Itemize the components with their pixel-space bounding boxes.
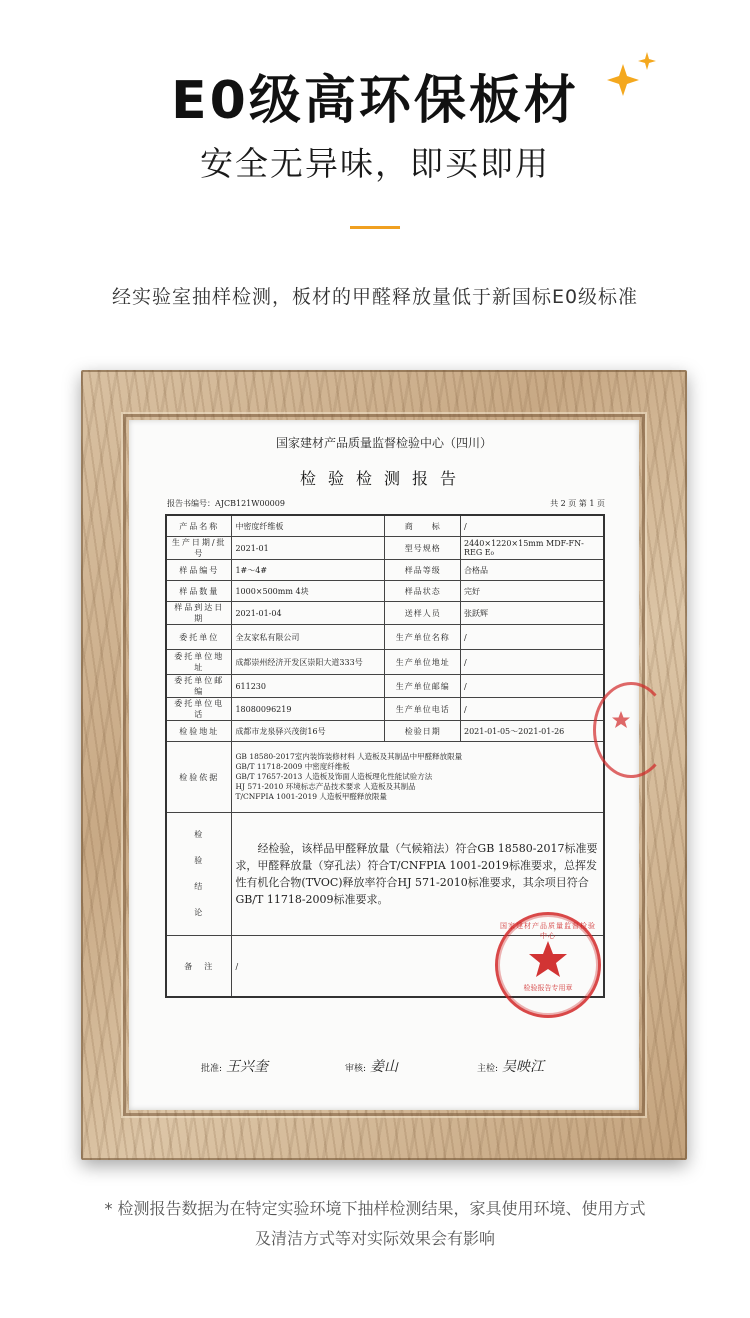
row-label-1: 委托单位邮编 [166,675,232,698]
row-value-1: 2021-01-04 [232,602,385,625]
review-label: 审核: [345,1064,367,1074]
row-label-2: 样品等级 [385,560,461,581]
edge-stamp [593,682,669,778]
row-label-1: 样品编号 [166,560,232,581]
basis-content [232,742,604,813]
row-label-2: 生产单位电话 [385,698,461,721]
basis-line: GB 18580-2017室内装饰装修材料 人造板及其制品中甲醛释放限量 [235,752,463,761]
main-sig: 吴映江 [502,1059,545,1075]
table-row [166,560,604,581]
conclusion-label [166,813,232,936]
table-row [166,698,604,721]
basis-row [166,742,604,813]
row-value-2: / [461,675,605,698]
official-stamp [495,912,601,1018]
main-inspector-signature [477,1056,544,1076]
table-row [166,625,604,650]
remark-label: 备 注 [166,936,232,998]
basis-line: T/CNFPIA 1001-2019 人造板甲醛释放限量 [235,792,387,801]
row-value-2: / [461,625,605,650]
row-value-1: 成都市龙泉驿兴茂街16号 [232,721,385,742]
table-row [166,602,604,625]
row-value-1: 2021-01 [232,537,385,560]
remark-value: / [232,936,604,998]
row-value-2: 合格品 [461,560,605,581]
row-label-2: 生产单位名称 [385,625,461,650]
hero-subtitle: 安全无异味，即买即用 [200,144,550,183]
footnote [0,1194,750,1254]
stamp-seal-text: 检验报告专用章 [523,984,573,992]
row-value-2: / [461,650,605,675]
table-row [166,721,604,742]
basis-label: 检验依据 [166,742,232,813]
row-label-2: 样品状态 [385,581,461,602]
conclusion-label-char: 论 [194,908,205,917]
row-value-2: 2440×1220×15mm MDF-FN-REG E₀ [461,537,605,560]
row-value-1: 611230 [232,675,385,698]
stamp-star-icon [528,939,568,979]
approve-label: 批准: [201,1064,223,1074]
row-label-1: 委托单位地址 [166,650,232,675]
row-label-2: 商 标 [385,515,461,537]
row-label-2: 生产单位地址 [385,650,461,675]
report-number: 报告书编号：AJCB121W00009 [167,499,285,508]
row-label-2: 型号规格 [385,537,461,560]
accent-divider [350,226,400,229]
approve-sig: 王兴奎 [226,1059,269,1075]
main-label: 主检: [477,1064,499,1074]
conclusion-text: 经检验，该样品甲醛释放量（气候箱法）符合GB 18580-2017标准要求，甲醛释放量（穿孔法）符合T/CNFPIA 1001-2019标准要求，总挥发性有机化合物(TVOC)释放率符合HJ 571-2010标准要求，其余项目符合GB/T 11718-2009标准要求。 [235,842,598,906]
row-label-1: 委托单位 [166,625,232,650]
edge-stamp-star-icon [611,710,631,730]
conclusion-label-char: 验 [194,856,205,865]
footnote-line: * 检测报告数据为在特定实验环境下抽样检测结果，家具使用环境、使用方式 [104,1199,646,1218]
basis-line: HJ 571-2010 环境标志产品技术要求 人造板及其制品 [235,782,416,791]
row-value-1: 成都崇州经济开发区崇阳大道333号 [232,650,385,675]
row-label-1: 生产日期/批号 [166,537,232,560]
stamp-ring-text: 国家建材产品质量监督检验中心 [500,922,596,940]
row-value-2: / [461,698,605,721]
table-row [166,675,604,698]
row-value-1: 中密度纤维板 [232,515,385,537]
row-label-1: 检验地址 [166,721,232,742]
basis-line: GB/T 17657-2013 人造板及饰面人造板理化性能试验方法 [235,772,433,781]
row-value-1: 1#～4# [232,560,385,581]
hero-title: E0级高环保板材 [171,71,579,131]
row-value-2: 张跃辉 [461,602,605,625]
row-label-1: 样品到达日期 [166,602,232,625]
review-sig: 姜山 [370,1059,399,1075]
report-page: 共 2 页 第 1 页 [550,499,605,508]
report-org: 国家建材产品质量监督检验中心（四川） [275,436,492,450]
row-label-1: 委托单位电话 [166,698,232,721]
row-label-1: 产品名称 [166,515,232,537]
row-label-2: 生产单位邮编 [385,675,461,698]
report-title: 检验检测报告 [299,469,468,488]
row-label-1: 样品数量 [166,581,232,602]
row-value-2: / [461,515,605,537]
row-value-1: 18080096219 [232,698,385,721]
table-row [166,537,604,560]
row-label-2: 检验日期 [385,721,461,742]
conclusion-label-char: 检 [194,830,205,839]
hero-description: 经实验室抽样检测，板材的甲醛释放量低于新国标E0级标准 [111,286,639,308]
row-value-1: 全友家私有限公司 [232,625,385,650]
approve-signature [201,1056,268,1076]
row-value-2: 2021-01-05～2021-01-26 [461,721,605,742]
certificate-frame [81,370,687,1160]
sparkle-icon [603,50,659,100]
table-row [166,650,604,675]
row-value-2: 完好 [461,581,605,602]
table-row [166,581,604,602]
basis-line: GB/T 11718-2009 中密度纤维板 [235,762,350,771]
conclusion-label-char: 结 [194,882,205,891]
row-value-1: 1000×500mm 4块 [232,581,385,602]
review-signature [345,1056,398,1076]
table-row [166,515,604,537]
row-label-2: 送样人员 [385,602,461,625]
report-document [129,420,639,1110]
footnote-line: 及清洁方式等对实际效果会有影响 [254,1229,495,1248]
